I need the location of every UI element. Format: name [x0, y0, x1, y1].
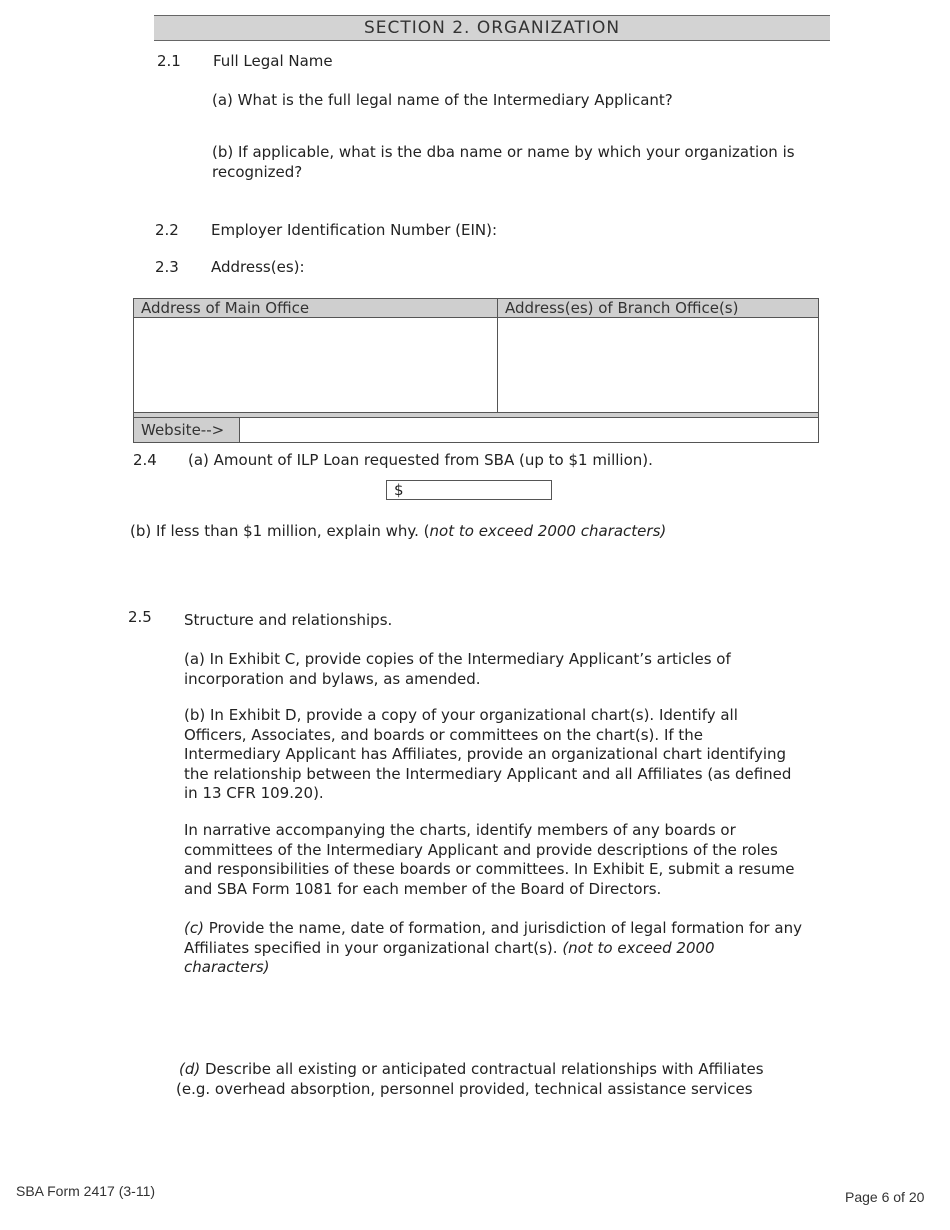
q2-5-title: Structure and relationships.	[184, 611, 393, 629]
website-label: Website-->	[134, 418, 240, 442]
main-office-address-field[interactable]	[134, 318, 497, 412]
q2-5-narrative: In narrative accompanying the charts, identify members of any boards or committees of the Intermediary Applicant and provide descriptions of the roles and responsibilities of these boards or committees. In Exhibit E, submit a resume and SBA Form 1081 for each member of the Board of Directors.	[184, 821, 795, 898]
q2-2-number: 2.2	[155, 221, 179, 239]
q2-5-d-question: (d) Describe all existing or anticipated contractual relationships with Affiliates (e.g. overhead absorption, personnel provided, technical assistance services	[176, 1060, 764, 1098]
form-id: SBA Form 2417 (3-11)	[16, 1183, 156, 1199]
page-number: Page 6 of 20	[845, 1189, 925, 1205]
q2-2-title: Employer Identification Number (EIN):	[211, 221, 498, 239]
dollar-prefix: $	[394, 481, 404, 499]
q2-1-a-question: (a) What is the full legal name of the Intermediary Applicant?	[212, 91, 673, 109]
q2-4-b-question: (b) If less than $1 million, explain why. (not to exceed 2000 characters)	[130, 522, 667, 540]
q2-4-number: 2.4	[133, 451, 157, 469]
loan-amount-field[interactable]	[386, 480, 552, 500]
address-table	[133, 298, 819, 443]
main-office-header: Address of Main Office	[134, 299, 498, 318]
q2-5-c-question: (c) Provide the name, date of formation, and jurisdiction of legal formation for any Affiliates specified in your organizational chart(s). (not to exceed 2000 characters)	[184, 919, 802, 976]
q2-5-b-question: (b) In Exhibit D, provide a copy of your organizational chart(s). Identify all Officers, Associates, and boards or committees on the chart(s). If the Intermediary Applicant has Affiliates, provide an organizational chart identifying the relationship between the Intermediary Applicant and all Affiliates (as defined in 13 CFR 109.20).	[184, 706, 792, 802]
branch-office-address-field[interactable]	[499, 318, 818, 412]
q2-1-title: Full Legal Name	[213, 52, 333, 70]
q2-4-a-question: (a) Amount of ILP Loan requested from SBA (up to $1 million).	[188, 451, 653, 469]
q2-1-b-question: (b) If applicable, what is the dba name or name by which your organization is recognized?	[212, 143, 795, 181]
column-divider	[497, 299, 498, 412]
section-title: SECTION 2. ORGANIZATION	[154, 15, 830, 41]
q2-5-number: 2.5	[128, 608, 152, 626]
q2-1-number: 2.1	[157, 52, 181, 70]
branch-office-header: Address(es) of Branch Office(s)	[498, 299, 818, 318]
q2-3-number: 2.3	[155, 258, 179, 276]
q2-3-title: Address(es):	[211, 258, 305, 276]
q2-5-a-question: (a) In Exhibit C, provide copies of the Intermediary Applicant’s articles of incorporation and bylaws, as amended.	[184, 650, 731, 688]
website-field[interactable]	[240, 418, 818, 442]
